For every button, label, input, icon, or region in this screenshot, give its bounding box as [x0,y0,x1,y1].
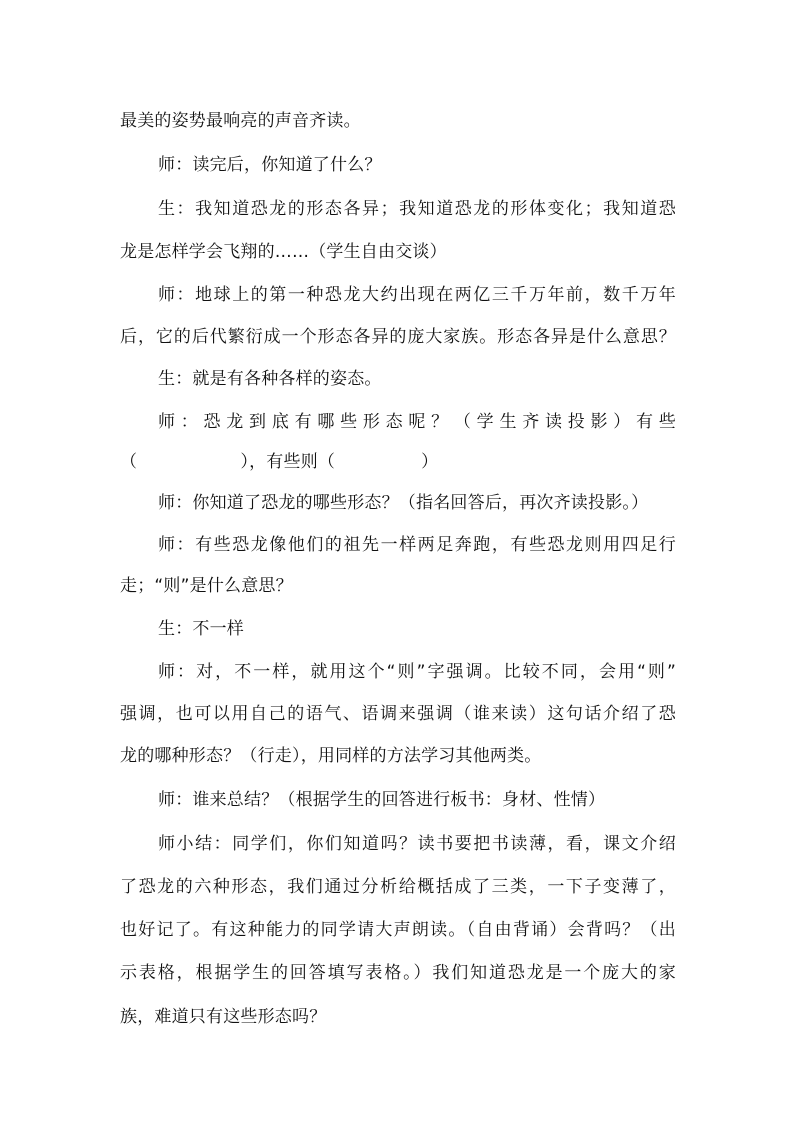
text-line: 龙是怎样学会飞翔的……（学生自由交谈） [120,242,447,262]
text-line: 师小结：同学们，你们知道吗？读书要把书读薄，看，课文介绍 [158,834,676,854]
text-line: 生：我知道恐龙的形态各异；我知道恐龙的形体变化；我知道恐 [158,199,676,219]
text-line: 师：读完后，你知道了什么？ [158,155,382,175]
text-line: 师：恐龙到底有哪些形态呢？（学生齐读投影）有些 [158,412,676,432]
text-line: 族，难道只有这些形态吗？ [120,1007,327,1027]
text-line: 生：不一样 [158,619,244,639]
text-line: 也好记了。有这种能力的同学请大声朗读。（自由背诵）会背吗？（出 [120,920,676,940]
text-line: 龙的哪种形态？（行走），用同样的方法学习其他两类。 [120,746,542,766]
text-line: 了恐龙的六种形态，我们通过分析给概括成了三类，一下子变薄了， [120,877,676,897]
text-line: 走；“则”是什么意思？ [120,576,293,596]
text-line: 强调，也可以用自己的语气、语调来强调（谁来读）这句话介绍了恐 [120,704,676,724]
text-line: 生：就是有各种各样的姿态。 [158,369,382,389]
text-line: 师：谁来总结？（根据学生的回答进行板书：身材、性情） [158,790,606,810]
text-line: 师：有些恐龙像他们的祖先一样两足奔跑，有些恐龙则用四足行 [158,535,676,555]
text-line: 师：对，不一样，就用这个“则”字强调。比较不同，会用“则” [158,662,676,682]
text-line: 示表格，根据学生的回答填写表格。）我们知道恐龙是一个庞大的家 [120,963,676,983]
text-line: （ ），有些则（ ） [120,452,439,472]
text-line: 师：你知道了恐龙的哪些形态？（指名回答后，再次齐读投影。） [158,493,649,513]
text-line: 师：地球上的第一种恐龙大约出现在两亿三千万年前，数千万年 [158,285,676,305]
text-line: 最美的姿势最响亮的声音齐读。 [120,111,361,131]
text-line: 后，它的后代繁衍成一个形态各异的庞大家族。形态各异是什么意思？ [120,327,676,347]
